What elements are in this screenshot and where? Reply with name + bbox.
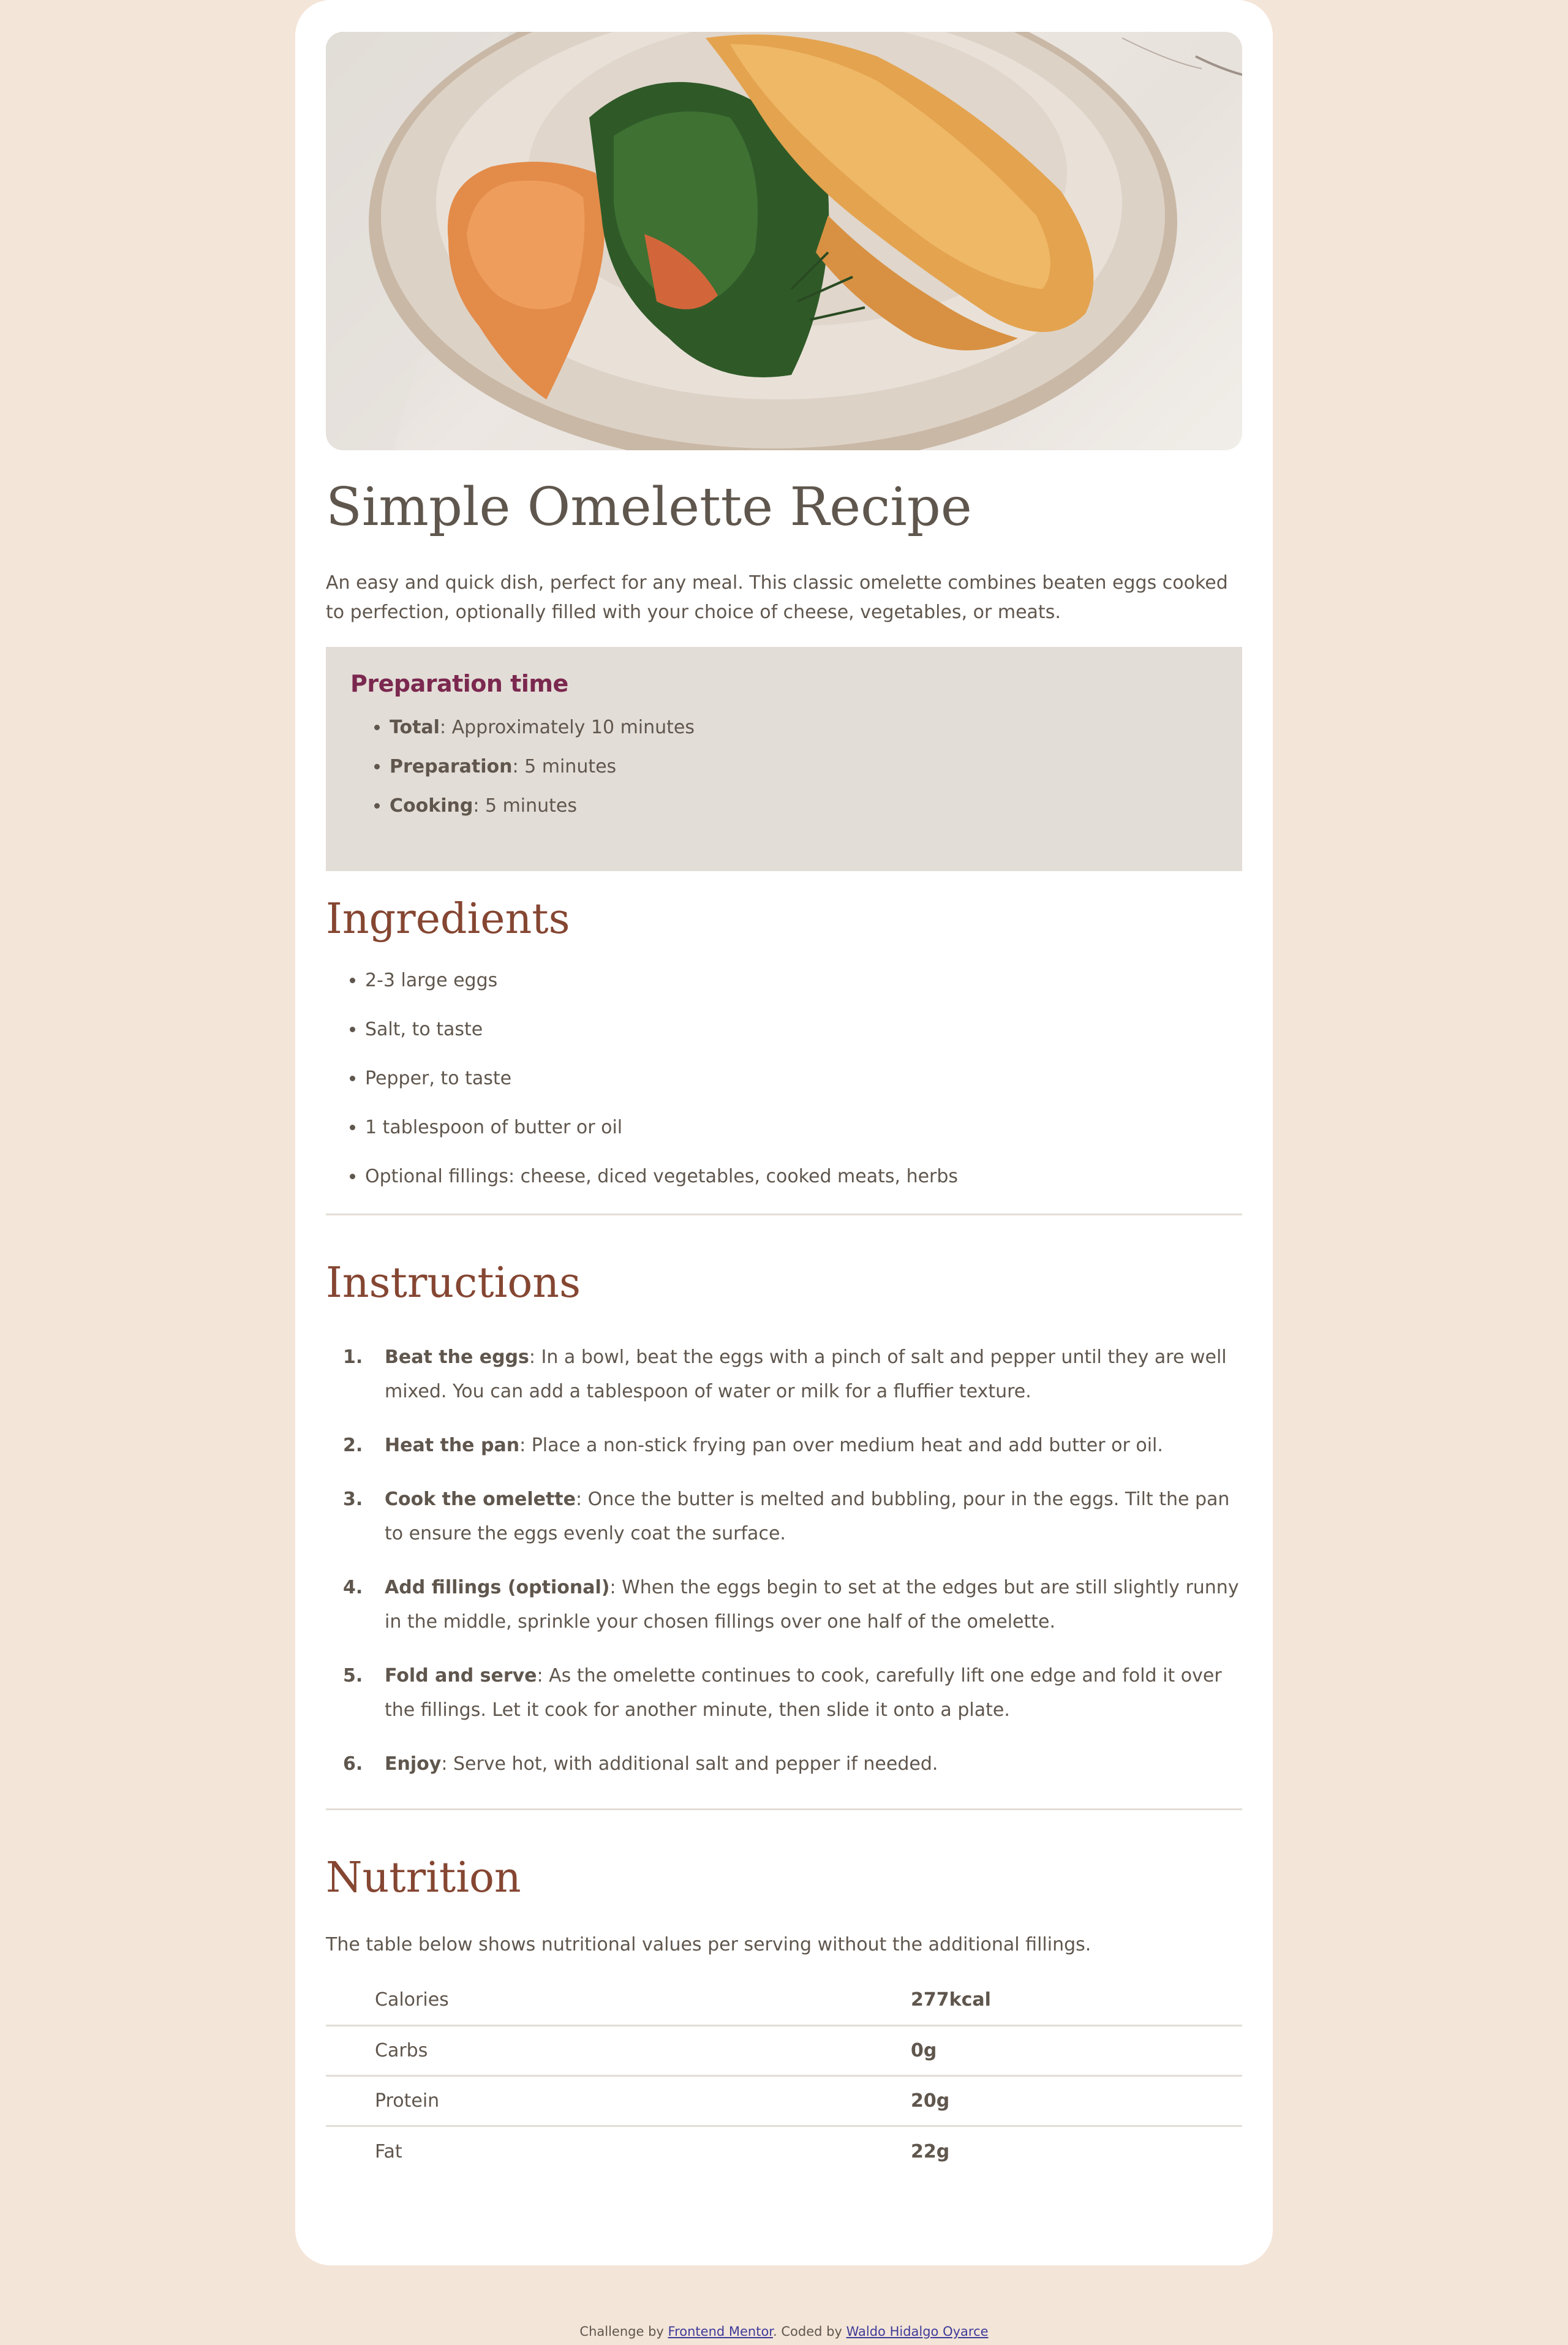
prep-preparation-label: Preparation [390,755,513,777]
nutrition-value: 0g [911,2026,1242,2076]
list-item: • Salt, to taste [365,1018,1242,1042]
instruction-step [385,1340,1242,1409]
table-row [326,2076,1242,2126]
nutrition-label: Fat [326,2126,911,2177]
list-item: • Pepper, to taste [365,1067,1242,1091]
recipe-intro: An easy and quick dish, perfect for any meal. This classic omelette combines beaten eggs cooked to perfection, optionally filled with your choice of cheese, vegetables, or meats. [326,572,1228,623]
step-title: Add fillings (optional) [385,1577,610,1599]
step-text: : Place a non-stick frying pan over medium heat and add butter or oil. [519,1435,1163,1457]
step-text: : Once the butter is melted and bubbling, pour in the eggs. Tilt the pan to ensure the eggs evenly coat the surface. [385,1489,1230,1545]
footer-middle: . Coded by [773,2324,846,2339]
step-title: Heat the pan [385,1435,520,1457]
author-link[interactable]: Waldo Hidalgo Oyarce [846,2324,989,2339]
nutrition-section [326,1853,1242,2177]
list-item: • 2-3 large eggs [365,969,1242,993]
omelette-image [326,32,1242,450]
nutrition-table [326,1976,1242,2177]
preparation-time-box [326,647,1242,871]
step-title: Cook the omelette [385,1489,576,1511]
step-text: : In a bowl, beat the eggs with a pinch of salt and pepper until they are well mixed. You can add a tablespoon of water or milk for a fluffier texture. [385,1346,1227,1403]
instruction-step [385,1747,1242,1781]
preparation-heading: Preparation time [350,670,568,697]
nutrition-value: 22g [911,2126,1242,2177]
recipe-title: Simple Omelette Recipe [326,477,972,538]
footer-prefix: Challenge by [579,2324,668,2339]
nutrition-description: The table below shows nutritional values per serving without the additional fillings. [326,1933,1091,1955]
prep-cooking-value: : 5 minutes [473,795,578,817]
table-row [326,1976,1242,2026]
list-item [390,708,1218,747]
instructions-section [326,1258,1242,1781]
nutrition-label: Carbs [326,2026,911,2076]
table-row [326,2026,1242,2076]
list-item [390,787,1218,826]
prep-cooking-label: Cooking [390,795,473,817]
preparation-list [350,708,1218,826]
prep-total-label: Total [390,716,440,738]
prep-total-value: : Approximately 10 minutes [439,716,695,738]
step-text: : When the eggs begin to set at the edges but are still slightly runny in the middle, sprinkle your chosen fillings over one half of the omelette. [385,1577,1239,1633]
instruction-step [385,1659,1242,1728]
section-divider [326,1214,1242,1215]
step-text: : As the omelette continues to cook, carefully lift one edge and fold it over the fillings. Let it cook for another minute, then slide it onto a plate. [385,1665,1222,1721]
ingredients-heading: Ingredients [326,894,570,943]
list-item [390,747,1218,787]
instructions-heading: Instructions [326,1259,581,1308]
instruction-step [385,1482,1242,1551]
step-title: Beat the eggs [385,1346,529,1369]
nutrition-heading: Nutrition [326,1854,521,1903]
omelette-plate-illustration [326,32,1242,450]
section-divider [326,1808,1242,1810]
step-title: Enjoy [385,1753,442,1775]
frontend-mentor-link[interactable]: Frontend Mentor [668,2324,774,2339]
instructions-list [326,1340,1242,1781]
ingredients-section [326,894,1242,1190]
table-row [326,2126,1242,2177]
list-item: • 1 tablespoon of butter or oil [365,1116,1242,1140]
nutrition-value: 20g [911,2076,1242,2126]
step-text: : Serve hot, with additional salt and pepper if needed. [441,1753,938,1775]
nutrition-value: 277kcal [911,1989,991,2011]
list-item: • Optional fillings: cheese, diced vegetables, cooked meats, herbs [365,1165,1242,1189]
recipe-card [295,0,1273,2265]
instruction-step [385,1429,1242,1463]
ingredients-list [326,969,1242,1189]
instruction-step [385,1571,1242,1639]
attribution-footer [0,2324,1568,2339]
nutrition-label: Calories [375,1989,449,2011]
nutrition-label: Protein [326,2076,911,2126]
prep-preparation-value: : 5 minutes [512,755,617,777]
step-title: Fold and serve [385,1665,537,1687]
